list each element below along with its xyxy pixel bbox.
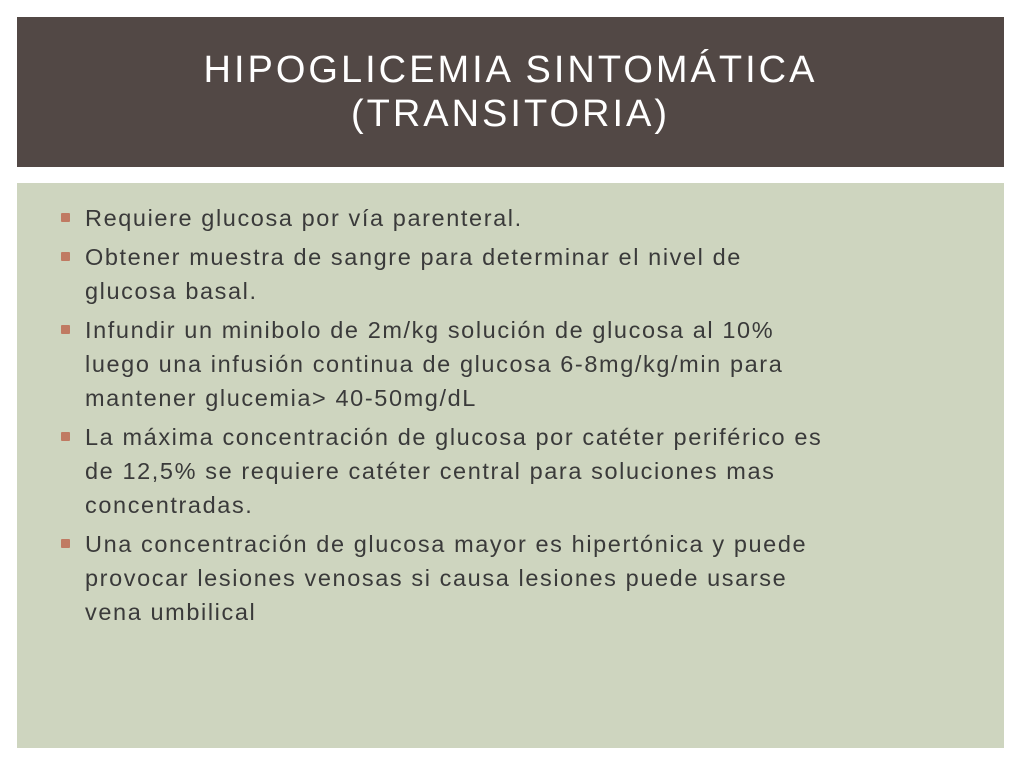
bullet-item [61, 420, 981, 522]
bullet-item [61, 240, 981, 308]
slide-title-bar [17, 17, 1004, 167]
square-bullet-icon [61, 252, 70, 261]
bullet-list [61, 201, 981, 634]
bullet-text: Una concentración de glucosa mayor es hipertónica y puede provocar lesiones venosas si causa lesiones puede usarse vena umbilical [85, 531, 808, 625]
bullet-item [61, 313, 981, 415]
bullet-text: Obtener muestra de sangre para determinar el nivel de glucosa basal. [85, 244, 742, 304]
square-bullet-icon [61, 539, 70, 548]
square-bullet-icon [61, 432, 70, 441]
bullet-item [61, 201, 981, 235]
square-bullet-icon [61, 213, 70, 222]
bullet-text: Infundir un minibolo de 2m/kg solución de glucosa al 10% luego una infusión continua de glucosa 6-8mg/kg/min para mantener glucemia> 40-50mg/dL [85, 317, 784, 411]
slide-content-panel [17, 183, 1004, 748]
slide-title-line-1: HIPOGLICEMIA SINTOMÁTICA [203, 49, 818, 91]
slide-title-line-2: (TRANSITORIA) [350, 93, 671, 135]
square-bullet-icon [61, 325, 70, 334]
bullet-text: Requiere glucosa por vía parenteral. [85, 205, 523, 231]
bullet-item [61, 527, 981, 629]
bullet-text: La máxima concentración de glucosa por catéter periférico es de 12,5% se requiere catéter central para soluciones mas concentradas. [85, 424, 823, 518]
